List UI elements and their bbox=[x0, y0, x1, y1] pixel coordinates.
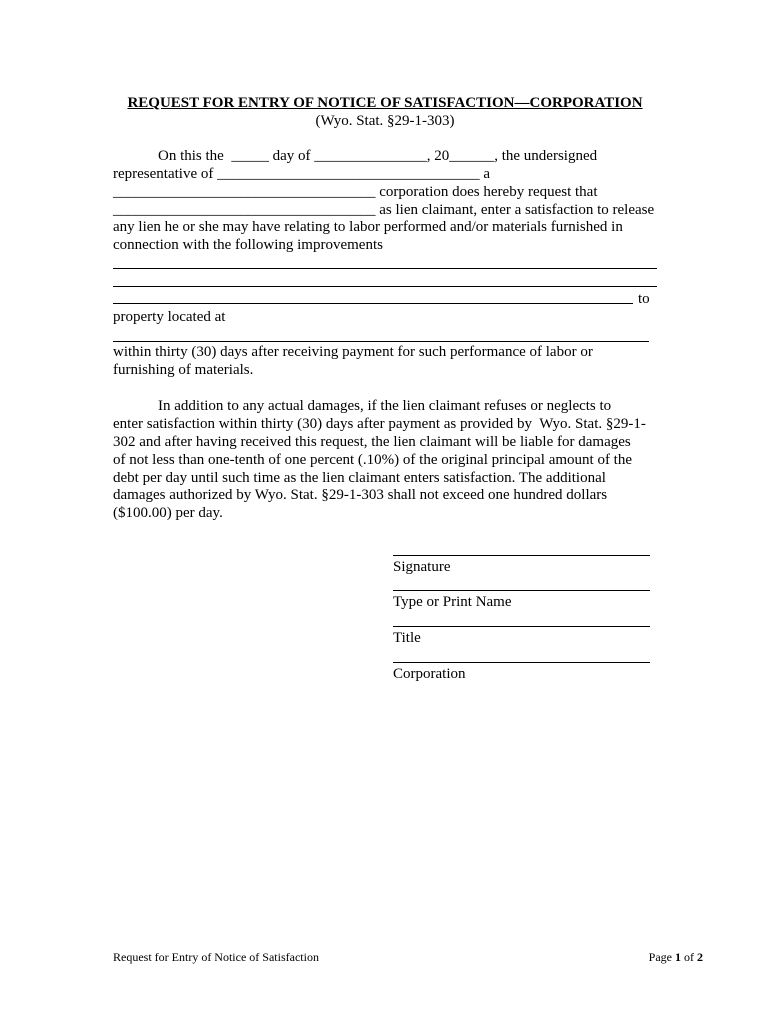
title-line[interactable] bbox=[393, 626, 650, 627]
para1-line: On this the _____ day of _______________, 20______, the undersigned bbox=[113, 148, 598, 164]
signature-line[interactable] bbox=[393, 555, 650, 556]
para2-line: enter satisfaction within thirty (30) days after payment as provided by Wyo. Stat. §29-1- bbox=[113, 416, 646, 432]
print-name-line[interactable] bbox=[393, 590, 650, 591]
para1-end-line: within thirty (30) days after receiving payment for such performance of labor or bbox=[113, 344, 593, 360]
to-label: to bbox=[638, 291, 650, 307]
para2-line: of not less than one-tenth of one percent (.10%) of the original principal amount of the bbox=[113, 452, 633, 468]
para2-line: In addition to any actual damages, if the lien claimant refuses or neglects to bbox=[113, 398, 612, 414]
page-of: of bbox=[684, 950, 694, 964]
property-label: property located at bbox=[113, 309, 226, 325]
corporation-line[interactable] bbox=[393, 662, 650, 663]
page-prefix: Page bbox=[648, 950, 672, 964]
para2-line: ($100.00) per day. bbox=[113, 505, 223, 521]
para1-line: representative of ___________________________________ a bbox=[113, 166, 491, 182]
para2-line: debt per day until such time as the lien claimant enters satisfaction. The additional bbox=[113, 470, 606, 486]
para2-line: damages authorized by Wyo. Stat. §29-1-303 shall not exceed one hundred dollars bbox=[113, 487, 608, 503]
current-page: 1 bbox=[675, 950, 681, 964]
para1-line: any lien he or she may have relating to labor performed and/or materials furnished in bbox=[113, 219, 623, 235]
document-subtitle: (Wyo. Stat. §29-1-303) bbox=[315, 113, 455, 129]
para1-line: connection with the following improvements bbox=[113, 237, 383, 253]
para1-line: ___________________________________ as lien claimant, enter a satisfaction to release bbox=[113, 202, 655, 218]
page-number bbox=[649, 948, 703, 966]
improvements-line-1[interactable] bbox=[113, 268, 657, 269]
improvements-line-3[interactable] bbox=[113, 303, 633, 304]
para1-end-line: furnishing of materials. bbox=[113, 362, 254, 378]
total-pages: 2 bbox=[697, 950, 703, 964]
improvements-line-2[interactable] bbox=[113, 286, 657, 287]
signature-label: Signature bbox=[393, 559, 451, 575]
corporation-label: Corporation bbox=[393, 666, 466, 682]
print-name-label: Type or Print Name bbox=[393, 594, 512, 610]
para2-line: 302 and after having received this request, the lien claimant will be liable for damages bbox=[113, 434, 631, 450]
footer-title: Request for Entry of Notice of Satisfaction bbox=[113, 950, 319, 964]
document-title: REQUEST FOR ENTRY OF NOTICE OF SATISFACTION—CORPORATION bbox=[127, 95, 643, 111]
property-location-line[interactable] bbox=[113, 341, 649, 342]
title-label: Title bbox=[393, 630, 421, 646]
para1-line: ___________________________________ corporation does hereby request that bbox=[113, 184, 598, 200]
